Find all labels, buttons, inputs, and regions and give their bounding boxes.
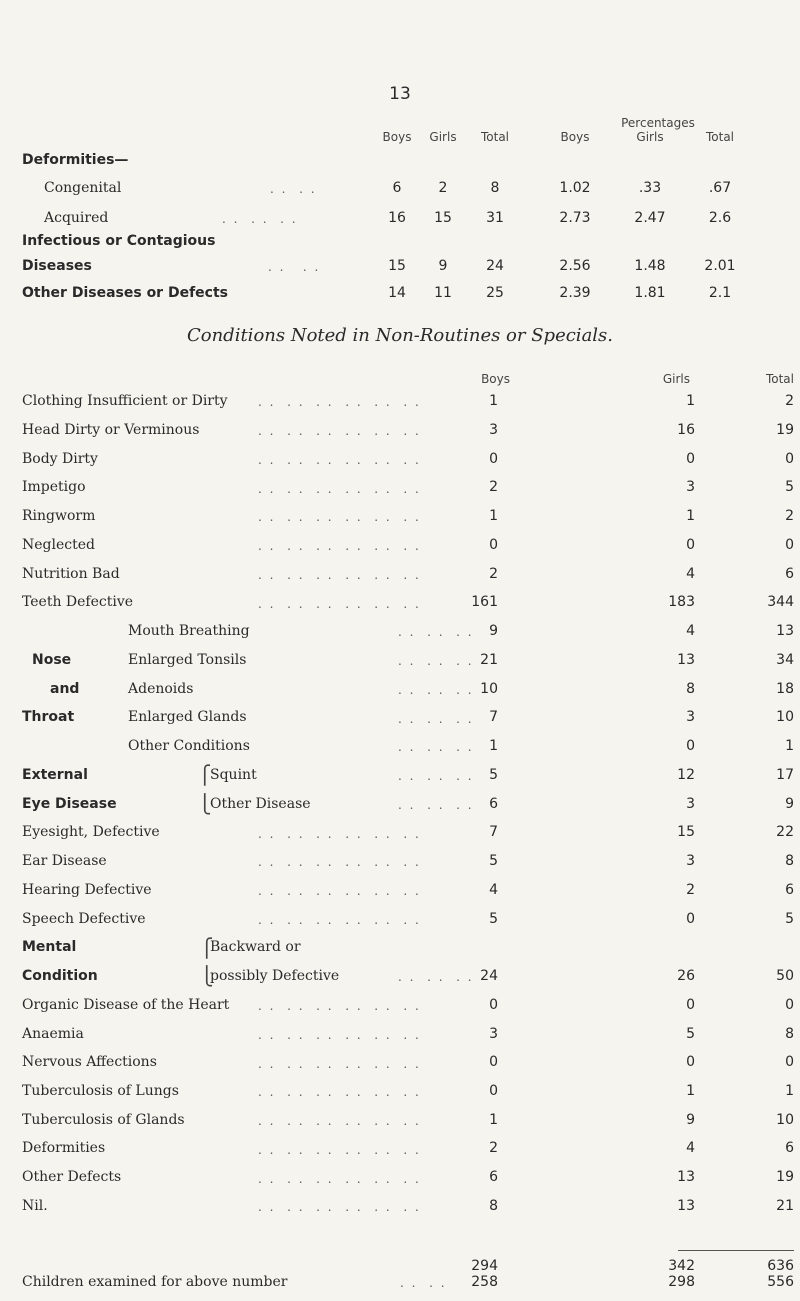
condition-label: Tuberculosis of Lungs bbox=[22, 1082, 179, 1099]
condition-cell: 0 bbox=[785, 536, 794, 553]
deformity-cell: 15 bbox=[388, 258, 406, 274]
condition-cell: 50 bbox=[776, 968, 794, 984]
leader-dots: . . . . . . . . . . . . bbox=[258, 1085, 421, 1100]
deformity-cell: 1.81 bbox=[634, 285, 666, 301]
condition-cell: 2 bbox=[489, 479, 498, 496]
conditions-title: Conditions Noted in Non-Routines or Specials. bbox=[186, 325, 614, 346]
condition-label: Nervous Affections bbox=[22, 1054, 157, 1071]
brace-bottom: ⎩ bbox=[198, 793, 212, 815]
condition-label: Mouth Breathing bbox=[128, 623, 250, 639]
leader-dots: . . . . . . . . . . . . bbox=[258, 999, 421, 1013]
cond-header-girls: Girls bbox=[662, 372, 690, 386]
leader-dots: . . . . . . . . . . . . bbox=[258, 1056, 421, 1071]
leader-dots: . . . . . . . . . . . . bbox=[258, 510, 421, 525]
condition-cell: 13 bbox=[677, 1197, 695, 1214]
leader-dots: . . . . . . . . . . . . bbox=[258, 1142, 421, 1157]
leader-dots: . . . . bbox=[270, 182, 317, 196]
children-examined-boys: 258 bbox=[471, 1274, 498, 1290]
deformity-cell: 2.01 bbox=[704, 258, 736, 274]
leader-dots: . . . . . . . . . . . . bbox=[258, 855, 421, 870]
condition-cell: 2 bbox=[785, 393, 794, 409]
section-heading-deformities: Deformities— bbox=[22, 152, 129, 168]
condition-cell: 16 bbox=[677, 421, 695, 438]
condition-label: Clothing Insufficient or Dirty bbox=[22, 393, 228, 409]
condition-cell: 22 bbox=[776, 824, 794, 841]
deformity-cell: 2 bbox=[438, 180, 448, 196]
leader-dots: . . . . . . bbox=[398, 797, 474, 812]
condition-label: Ear Disease bbox=[22, 853, 107, 869]
condition-label: Other Conditions bbox=[128, 738, 250, 754]
condition-cell: 0 bbox=[686, 536, 695, 553]
total-girls: 342 bbox=[668, 1258, 695, 1274]
deformity-cell: .67 bbox=[708, 180, 732, 196]
condition-cell: 5 bbox=[489, 910, 498, 927]
cond-header-total: Total bbox=[765, 372, 794, 386]
children-examined-label: Children examined for above number bbox=[22, 1274, 288, 1290]
condition-cell: 0 bbox=[489, 996, 498, 1013]
condition-label: Eyesight, Defective bbox=[22, 824, 160, 841]
condition-cell: 7 bbox=[489, 709, 498, 726]
deformity-cell: 2.39 bbox=[559, 285, 591, 301]
condition-cell: 3 bbox=[686, 479, 695, 496]
condition-cell: 0 bbox=[489, 1054, 498, 1071]
condition-cell: 3 bbox=[686, 709, 695, 726]
condition-cell: 0 bbox=[489, 450, 498, 467]
condition-cell: 344 bbox=[767, 594, 794, 611]
group-label: Nose bbox=[32, 651, 72, 668]
condition-cell: 8 bbox=[489, 1197, 498, 1214]
children-examined-total: 556 bbox=[767, 1274, 794, 1290]
condition-cell: 4 bbox=[489, 881, 498, 898]
condition-cell: 2 bbox=[785, 508, 794, 524]
deformity-row-label-line1: Infectious or Contagious bbox=[22, 233, 216, 249]
condition-cell: 3 bbox=[686, 795, 695, 812]
condition-cell: 18 bbox=[776, 680, 794, 697]
condition-label: Deformities bbox=[22, 1140, 106, 1157]
deformity-cell: 6 bbox=[392, 180, 402, 196]
condition-cell: 1 bbox=[785, 1082, 794, 1099]
condition-label: Squint bbox=[210, 766, 257, 783]
condition-cell: 15 bbox=[677, 824, 695, 841]
condition-cell: 8 bbox=[785, 853, 794, 869]
condition-cell: 0 bbox=[785, 996, 794, 1013]
condition-cell: 1 bbox=[686, 1082, 695, 1099]
condition-cell: 0 bbox=[785, 450, 794, 467]
leader-dots: . . . . . . . . . . . . bbox=[258, 424, 421, 439]
leader-dots: . . . . . . . . . . . . bbox=[258, 1027, 421, 1042]
condition-cell: 6 bbox=[489, 795, 498, 812]
deformity-cell: 2.73 bbox=[559, 210, 591, 226]
deformity-cell: 9 bbox=[438, 258, 448, 274]
col-header-pct-boys: Boys bbox=[560, 130, 590, 144]
condition-cell: 19 bbox=[776, 421, 794, 438]
group-label: Mental bbox=[22, 939, 77, 956]
deformity-cell: 25 bbox=[486, 285, 504, 301]
condition-label: Nil. bbox=[22, 1197, 48, 1214]
condition-cell: 0 bbox=[785, 1054, 794, 1071]
leader-dots: . . . . . . . . . . . . bbox=[258, 481, 421, 496]
condition-label: Head Dirty or Verminous bbox=[22, 421, 200, 438]
condition-label: Body Dirty bbox=[22, 450, 98, 467]
leader-dots: . . . . . . . . . . . . bbox=[258, 452, 421, 467]
condition-cell: 5 bbox=[489, 766, 498, 783]
condition-label: Enlarged Tonsils bbox=[128, 651, 247, 668]
deformity-cell: 2.47 bbox=[634, 210, 666, 226]
brace-top: ⎧ bbox=[198, 765, 212, 786]
condition-label: Other Defects bbox=[22, 1169, 122, 1186]
condition-cell: 0 bbox=[686, 910, 695, 927]
condition-cell: 9 bbox=[785, 795, 794, 812]
children-examined-leader: . . . . bbox=[400, 1276, 447, 1290]
condition-cell: 8 bbox=[785, 1025, 794, 1042]
condition-cell: 6 bbox=[785, 565, 794, 582]
condition-cell: 1 bbox=[785, 738, 794, 754]
deformity-cell: 24 bbox=[486, 258, 504, 274]
leader-dots: . . . . . . . . . . . . bbox=[258, 1171, 421, 1186]
condition-cell: 13 bbox=[776, 623, 794, 639]
condition-label: Teeth Defective bbox=[22, 594, 134, 611]
group-label: External bbox=[22, 766, 88, 783]
col-header-boys: Boys bbox=[382, 130, 412, 144]
condition-cell: 1 bbox=[686, 393, 695, 409]
col-header-pct-girls: Girls bbox=[636, 130, 664, 144]
total-total: 636 bbox=[767, 1258, 794, 1274]
condition-cell: 2 bbox=[489, 1140, 498, 1157]
percentages-header: Percentages bbox=[621, 116, 695, 130]
deformity-row-label: Other Diseases or Defects bbox=[22, 285, 228, 301]
condition-cell: 0 bbox=[489, 1082, 498, 1099]
leader-dots: . . . . . . bbox=[398, 740, 474, 755]
page-number: 13 bbox=[389, 84, 411, 104]
leader-dots: . . . . . . . . . . . . bbox=[258, 596, 421, 611]
condition-cell: 12 bbox=[677, 766, 695, 783]
cond-header-boys: Boys bbox=[481, 372, 510, 386]
leader-dots: . . . . . . . . . . . . bbox=[258, 395, 421, 410]
condition-cell: 2 bbox=[686, 881, 695, 898]
condition-cell: 19 bbox=[776, 1169, 794, 1186]
deformity-cell: 15 bbox=[434, 210, 452, 226]
condition-label: Impetigo bbox=[22, 479, 86, 496]
condition-cell: 7 bbox=[489, 824, 498, 841]
group-label: Eye Disease bbox=[22, 795, 117, 812]
leader-dots: . . . . . . . . . . . . bbox=[258, 1114, 421, 1128]
condition-cell: 3 bbox=[686, 853, 695, 869]
condition-cell: 4 bbox=[686, 623, 695, 639]
leader-dots: . . . . . . . . . . . . bbox=[258, 567, 421, 582]
total-boys: 294 bbox=[471, 1258, 498, 1274]
children-examined-girls: 298 bbox=[668, 1274, 695, 1290]
leader-dots: . . . . . . . . . . . . bbox=[258, 884, 421, 898]
deformity-cell: 14 bbox=[388, 285, 406, 301]
deformity-cell: 2.1 bbox=[708, 285, 732, 301]
leader-dots: . . . . . . . . . . . . bbox=[258, 912, 421, 927]
leader-dots: . . . . . . bbox=[222, 212, 298, 226]
leader-dots: . . . . . . bbox=[398, 625, 474, 640]
deformity-row-label: Congenital bbox=[44, 180, 122, 196]
condition-label: Nutrition Bad bbox=[22, 565, 120, 582]
condition-cell: 6 bbox=[785, 1140, 794, 1157]
condition-label: Organic Disease of the Heart bbox=[22, 996, 230, 1013]
condition-cell: 5 bbox=[686, 1025, 695, 1042]
condition-cell: 1 bbox=[489, 1111, 498, 1128]
condition-label: Anaemia bbox=[22, 1025, 84, 1042]
condition-label: Tuberculosis of Glands bbox=[22, 1111, 185, 1128]
condition-cell: 9 bbox=[489, 623, 498, 639]
leader-dots: . . . . . . . . . . . . bbox=[258, 539, 421, 554]
col-header-total: Total bbox=[480, 130, 510, 144]
condition-cell: 21 bbox=[480, 651, 498, 668]
condition-label: Ringworm bbox=[22, 508, 96, 524]
condition-cell: 0 bbox=[489, 536, 498, 553]
condition-cell: 13 bbox=[677, 651, 695, 668]
condition-label: Neglected bbox=[22, 536, 95, 553]
leader-dots: . . . . . . . . . . . . bbox=[258, 1200, 421, 1215]
condition-cell: 24 bbox=[480, 968, 498, 984]
condition-cell: 34 bbox=[776, 651, 794, 668]
condition-cell: 13 bbox=[677, 1169, 695, 1186]
condition-label: Enlarged Glands bbox=[128, 709, 247, 726]
condition-cell: 10 bbox=[776, 1111, 794, 1128]
condition-cell: 0 bbox=[686, 996, 695, 1013]
condition-cell: 5 bbox=[785, 479, 794, 496]
condition-cell: 1 bbox=[489, 738, 498, 754]
leader-dots: . . . . . . bbox=[398, 769, 474, 783]
leader-dots: . . . . . . bbox=[398, 970, 474, 985]
deformity-cell: 8 bbox=[490, 180, 500, 196]
condition-cell: 10 bbox=[776, 709, 794, 726]
condition-cell: 161 bbox=[471, 594, 498, 611]
condition-cell: 0 bbox=[686, 738, 695, 754]
condition-cell: 183 bbox=[668, 594, 695, 611]
condition-cell: 10 bbox=[480, 680, 498, 697]
leader-dots: . . . . . . bbox=[398, 654, 474, 668]
condition-cell: 5 bbox=[785, 910, 794, 927]
condition-cell: 2 bbox=[489, 565, 498, 582]
deformity-row-label-line2: Diseases bbox=[22, 258, 92, 274]
leader-dots: . . . . . . . . . . . . bbox=[258, 826, 421, 841]
condition-label: Backward or bbox=[210, 939, 301, 956]
brace-bottom: ⎩ bbox=[200, 966, 214, 988]
condition-label: Other Disease bbox=[210, 795, 311, 812]
deformity-cell: 11 bbox=[434, 285, 452, 301]
condition-cell: 21 bbox=[776, 1197, 794, 1214]
condition-cell: 4 bbox=[686, 1140, 695, 1157]
condition-cell: 8 bbox=[686, 680, 695, 697]
deformity-row-label: Acquired bbox=[44, 210, 109, 226]
deformity-cell: 1.02 bbox=[559, 180, 591, 196]
group-label: and bbox=[50, 680, 80, 697]
condition-cell: 9 bbox=[686, 1111, 695, 1128]
condition-label: Hearing Defective bbox=[22, 881, 152, 898]
condition-cell: 17 bbox=[776, 766, 794, 783]
condition-cell: 26 bbox=[677, 968, 695, 984]
leader-dots: . . . . bbox=[268, 260, 321, 274]
condition-cell: 6 bbox=[489, 1169, 498, 1186]
condition-cell: 5 bbox=[489, 853, 498, 869]
leader-dots: . . . . . . bbox=[398, 711, 474, 726]
group-label: Throat bbox=[22, 709, 75, 726]
condition-label: possibly Defective bbox=[210, 968, 340, 984]
condition-cell: 3 bbox=[489, 421, 498, 438]
condition-cell: 1 bbox=[489, 393, 498, 409]
condition-label: Adenoids bbox=[128, 680, 194, 697]
condition-cell: 1 bbox=[489, 508, 498, 524]
condition-cell: 1 bbox=[686, 508, 695, 524]
condition-cell: 4 bbox=[686, 565, 695, 582]
col-header-pct-total: Total bbox=[705, 130, 735, 144]
deformity-cell: 2.56 bbox=[559, 258, 591, 274]
deformity-cell: .33 bbox=[638, 180, 662, 196]
condition-cell: 6 bbox=[785, 881, 794, 898]
group-label: Condition bbox=[22, 968, 98, 984]
deformity-cell: 1.48 bbox=[634, 258, 666, 274]
condition-cell: 0 bbox=[686, 1054, 695, 1071]
totals-rule bbox=[678, 1250, 794, 1251]
deformity-cell: 2.6 bbox=[708, 210, 732, 226]
brace-top: ⎧ bbox=[200, 937, 214, 959]
deformity-cell: 16 bbox=[388, 210, 406, 226]
leader-dots: . . . . . . bbox=[398, 682, 474, 697]
condition-cell: 3 bbox=[489, 1025, 498, 1042]
col-header-girls: Girls bbox=[429, 130, 457, 144]
condition-cell: 0 bbox=[686, 450, 695, 467]
condition-label: Speech Defective bbox=[22, 910, 146, 927]
deformity-cell: 31 bbox=[486, 210, 504, 226]
